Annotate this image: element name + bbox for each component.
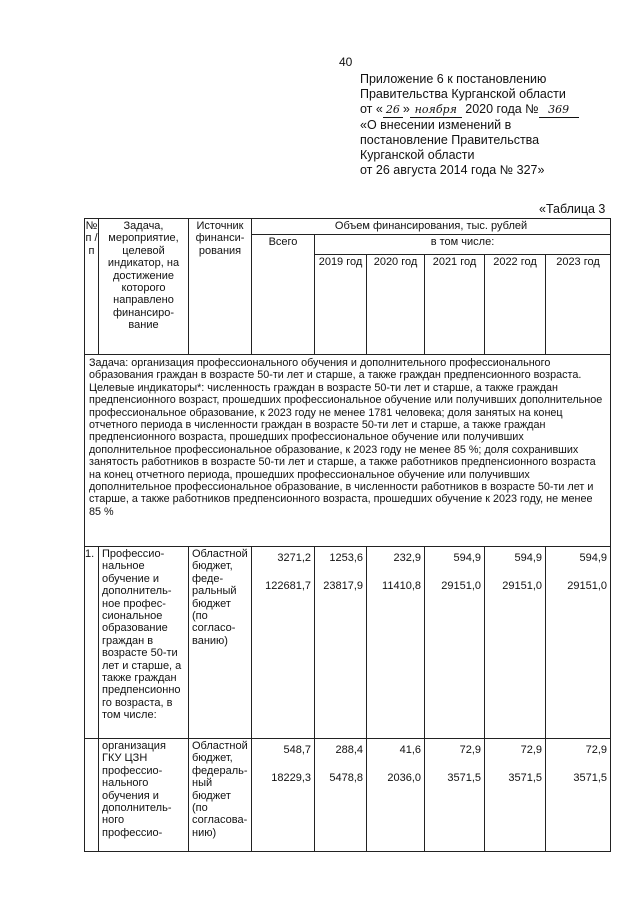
table-label: «Таблица 3: [539, 202, 606, 216]
appendix-line-1: Приложение 6 к постановлению: [360, 72, 547, 86]
header-num: № п /п: [85, 219, 99, 355]
value-regional: 1253,6: [329, 552, 363, 564]
header-year: 2020 год: [367, 255, 425, 355]
value-federal: 2036,0: [387, 772, 421, 785]
value-regional: 72,9: [585, 744, 608, 756]
financing-table: [84, 218, 611, 852]
header-volume: Объем финансирования, тыс. рублей: [252, 219, 611, 235]
row-num: 1.: [85, 547, 99, 739]
value-federal: 5478,8: [329, 772, 363, 785]
appendix-line-7: от 26 августа 2014 года № 327»: [360, 163, 545, 177]
value-federal: 29151,0: [502, 580, 542, 593]
value-regional: 594,9: [453, 552, 481, 564]
handwritten-number: 369: [539, 102, 579, 118]
value-federal: 3571,5: [508, 772, 542, 785]
date-prefix: от «: [360, 102, 383, 116]
appendix-line-4: «О внесении изменений в: [360, 118, 512, 132]
value-regional: 594,9: [579, 552, 608, 564]
row-name: Профессио-нальное обучение и дополнитель-ное профес-сиональное образование граждан в возрасте 50-ти лет и старше, а также граждан предпенсионно го возраста, в том числе:: [99, 547, 189, 739]
row-num: [85, 739, 99, 852]
task-text: Задача: организация профессионального обучения и дополнительного профессионального образования граждан в возрасте 50-ти лет и старше, а также граждан предпенсионного возраста.: [89, 357, 582, 382]
value-regional: 41,6: [399, 744, 421, 756]
header-task: Задача, мероприятие, целевой индикатор, на достижение которого направлено финансиро-вание: [99, 219, 189, 355]
header-source: Источник финанси-рования: [189, 219, 252, 355]
value-regional: 72,9: [459, 744, 481, 756]
task-block: [85, 355, 611, 547]
date-sep: »: [402, 102, 410, 116]
indicators-text: Целевые индикаторы*: численность граждан в возрасте 50-ти лет и старше, а также граждан предпенсионного возраст, прошедших профессиональное обучение или получивших дополнительное профессиональное образование, к 2023 году не менее 1781 человека; доля занятых на конец отчетного периода в численности граждан в возрасте 50-ти лет и старше, а также граждан предпенсионного возраста, прошедших профессиональное обучение или получивших дополнительное профессиональное образование, к 2023 году не менее 85 %; доля сохранивших занятость работников в возрасте 50-ти лет и старше, а также работников предпенсионного возраста на конец отчетного периода, прошедших профессиональное обучение или получивших дополнительное профессиональное образование, в численности работников в возрасте 50-ти лет и старше, а также работников предпенсионного возраста, прошедших обучение к 2023 году, не менее 85 %: [89, 381, 603, 518]
value-regional: 72,9: [520, 744, 542, 756]
handwritten-month: ноября: [410, 102, 462, 118]
header-year: 2023 год: [546, 255, 611, 355]
header-year: 2019 год: [315, 255, 367, 355]
header-year: 2021 год: [425, 255, 485, 355]
appendix-header: [360, 72, 579, 178]
row-source: Областной бюджет, федераль-ный бюджет (по согласова-нию): [189, 739, 252, 852]
value-federal: 3571,5: [447, 772, 481, 785]
appendix-line-6: Курганской области: [360, 148, 475, 162]
table-row: [85, 547, 611, 739]
row-name: организация ГКУ ЦЗН профессио-нального обучения и дополнитель-ного профессио-: [99, 739, 189, 852]
value-regional: 548,7: [283, 744, 311, 756]
value-federal: 23817,9: [323, 580, 363, 593]
page-number: 40: [339, 55, 353, 69]
table-row: [85, 739, 611, 852]
value-federal: 122681,7: [265, 580, 311, 593]
date-suffix: 2020 года №: [461, 102, 539, 116]
appendix-line-5: постановление Правительства: [360, 133, 540, 147]
value-regional: 594,9: [514, 552, 542, 564]
value-federal: 18229,3: [271, 772, 311, 785]
value-federal: 11410,8: [382, 580, 421, 593]
row-source: Областной бюджет, феде-ральный бюджет (по согласо-ванию): [189, 547, 252, 739]
value-regional: 288,4: [335, 744, 363, 756]
header-year: 2022 год: [485, 255, 546, 355]
appendix-line-3: [360, 102, 579, 118]
value-federal: 3571,5: [573, 772, 608, 785]
value-federal: 29151,0: [567, 580, 608, 593]
handwritten-day: 26: [383, 102, 403, 118]
header-including: в том числе:: [315, 235, 611, 255]
appendix-line-2: Правительства Курганской области: [360, 87, 566, 101]
value-federal: 29151,0: [441, 580, 481, 593]
header-total: Всего: [252, 235, 315, 355]
value-regional: 3271,2: [277, 552, 311, 564]
value-regional: 232,9: [393, 552, 421, 564]
